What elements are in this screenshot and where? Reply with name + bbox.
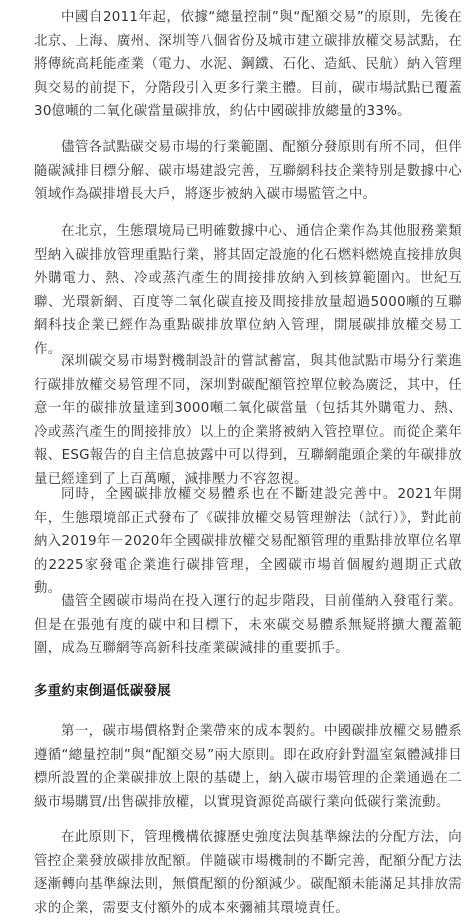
paragraph-national-market: 同時，全國碳排放權交易體系也在不斷建設完善中。2021年開年，生態環境部正式發布了《碳排放權交易管理辦法（試行）》，對此前納入2019年－2020年全國碳排放權交易配額管理的重點排放單位名單的2225家發電企業進行碳排管理，全國碳市場首個履約週期正式啟動。 (34, 487, 462, 597)
paragraph-shenzhen: 深圳碳交易市場對機制設計的嘗試蓄富，與其他試點市場分行業進行碳排放權交易管理不同，深圳對碳配額管控單位較為廣泛，其中，任意一年的碳排放量達到3000噸二氧化碳當量（包括其外購電力、熱、冷或蒸汽產生的間接排放）以上的企業將被納入管控單位。而從企業年報、ESG報告的自主信息披露中可以得到，互聯網龍頭企業的年碳排放量已經達到了上百萬噸，減排壓力不容忽視。 (34, 354, 462, 487)
paragraph-allocation-method: 在此原則下，管理機構依據歷史強度法與基準線法的分配方法，向管控企業發放碳排放配額。伴隨碳市場機制的不斷完善，配額分配方法逐漸轉向基準線法則，無償配額的份額減少。碳配額未能滿足其排放需求的企業，需要支付額外的成本來彌補其環境責任。 (34, 830, 462, 916)
paragraph-beijing: 在北京，生態環境局已明確數據中心、通信企業作為其他服務業類型納入碳排放管理重點行業，將其固定設施的化石燃料燃燒直接排放與外購電力、熱、冷或蒸汽產生的間接排放納入到核算範圍內。世紀互聯、光環新網、百度等二氧化碳直接及間接排放量超過5000噸的互聯網科技企業已經作為重點碳排放單位納入管理，開展碳排放權交易工作。 (34, 224, 462, 357)
paragraph-carbon-pilots: 中國自2011年起，依據“總量控制”與“配額交易”的原則，先後在北京、上海、廣州、深圳等八個省份及城市建立碳排放權交易試點，在將傳統高耗能產業（電力、水泥、鋼鐵、石化、造紙、民航）納入管理與交易的前提下，分階段引入更多行業主體。目前，碳市場試點已覆蓋30億噸的二氧化碳當量碳排放，約佔中國碳排放總量的33%。 (34, 10, 462, 120)
paragraph-early-stage: 儘管全國碳市場尚在投入運行的起步階段，目前僅納入發電行業。但是在張弛有度的碳中和目標下，未來碳交易體系無疑將擴大覆蓋範圍，成為互聯網等高新科技產業碳減排的重要抓手。 (34, 594, 462, 657)
paragraph-industry-scope: 儘管各試點碳交易市場的行業範圍、配額分發原則有所不同，但伴隨碳減排目標分解、碳市場建設完善，互聯網科技企業特別是數據中心領域作為碳排增長大戶，將逐步被納入碳市場監管之中。 (34, 140, 462, 203)
section-heading: 多重約束倒逼低碳發展 (34, 684, 171, 699)
paragraph-price-constraint: 第一，碳市場價格對企業帶來的成本製約。中國碳排放權交易體系遵循“總量控制”與“配額交易”兩大原則。即在政府針對溫室氣體減排目標所設置的企業碳排放上限的基礎上，納入碳市場管理的企業通過在二級市場購買/出售碳排放權，以實現資源從高碳行業向低碳行業流動。 (34, 724, 462, 810)
